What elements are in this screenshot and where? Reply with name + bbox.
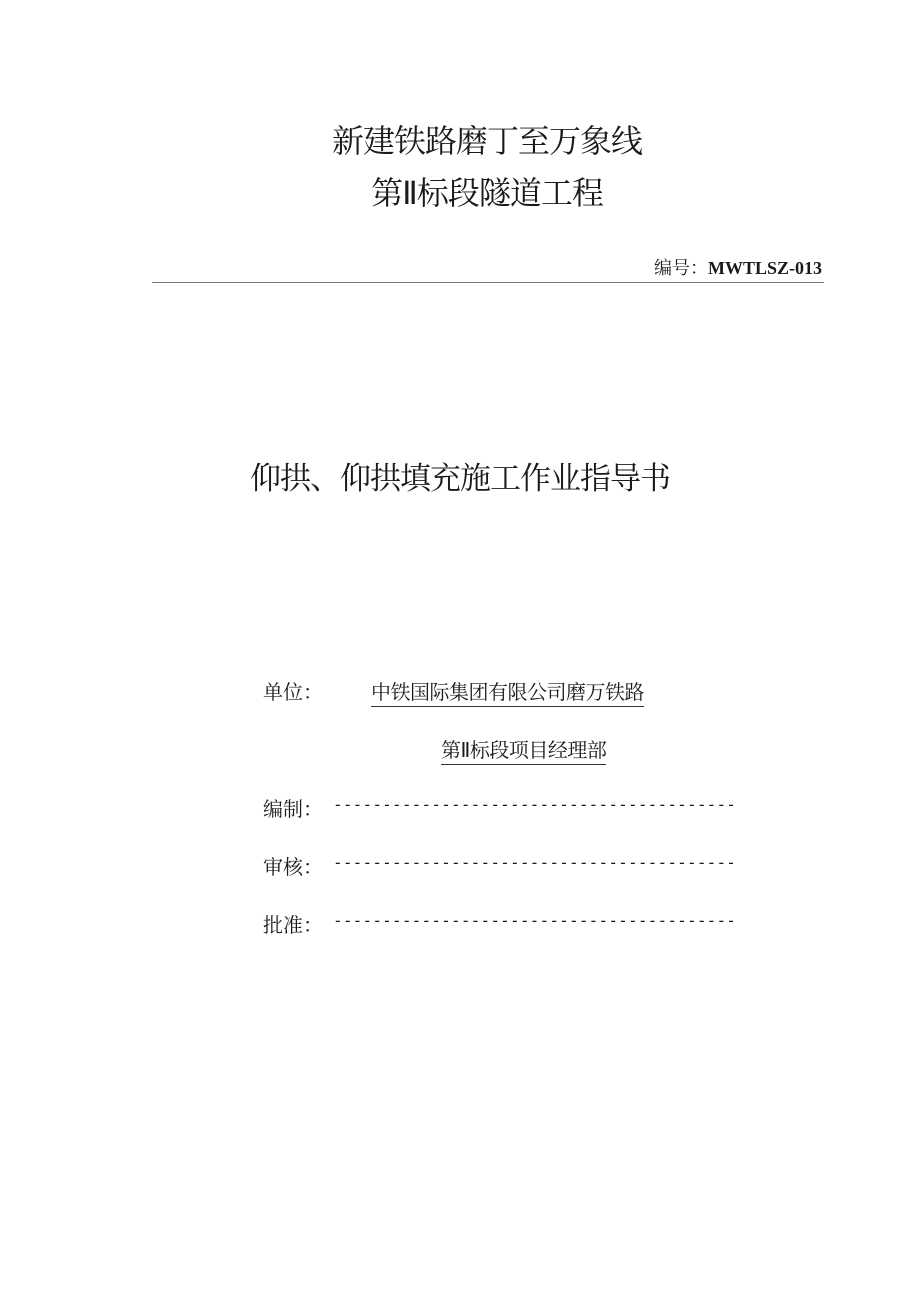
approve-blank-line: ----------------------------------------- (333, 911, 737, 930)
project-title-line-2: 第Ⅱ标段隧道工程 (371, 174, 603, 212)
approve-label: 批准： (263, 913, 323, 937)
unit-label: 单位： (263, 680, 323, 704)
document-number-label: 编号： (653, 258, 708, 279)
document-number (654, 254, 822, 280)
unit-value-line-1: 中铁国际集团有限公司磨万铁路 (371, 676, 644, 707)
document-number-value: MWTLSZ-013 (707, 258, 822, 278)
compile-label: 编制： (263, 797, 323, 821)
compile-blank-line: ----------------------------------------- (333, 795, 737, 814)
project-title-line-1: 新建铁路磨丁至万象线 (331, 122, 642, 160)
unit-value-line-2: 第Ⅱ标段项目经理部 (441, 734, 606, 765)
document-title: 仰拱、仰拱填充施工作业指导书 (250, 461, 670, 497)
review-blank-line: ----------------------------------------- (333, 853, 737, 872)
review-label: 审核： (263, 855, 323, 879)
header-divider (152, 282, 824, 283)
